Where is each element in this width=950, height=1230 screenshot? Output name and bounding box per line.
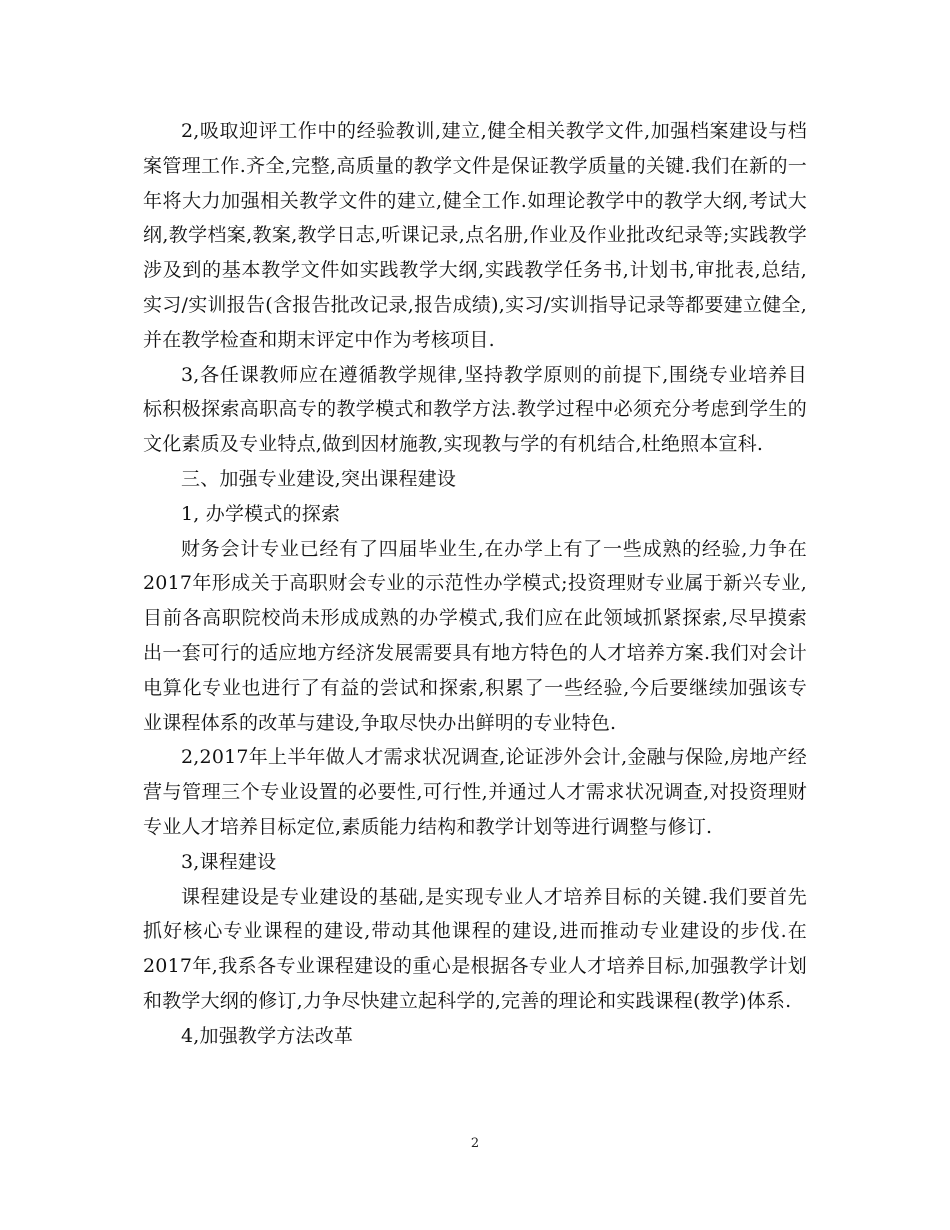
subheading-school-model: 1, 办学模式的探索 [181, 502, 341, 525]
section-heading-specialty-construction: 三、加强专业建设,突出课程建设 [181, 467, 457, 490]
paragraph-course-construction: 课程建设是专业建设的基础,是实现专业人才培养目标的关键.我们要首先抓好核心专业课程的建设,带动其他课程的建设,进而推动专业建设的步伐.在2017年,我系各专业课程建设的重心是根据各专业人才培养目标,加强教学计划和教学大纲的修订,力争尽快建立起科学的,完善的理论和实践课程(教学)体系. [143, 885, 807, 1012]
paragraph-teaching-methods: 3,各任课教师应在遵循教学规律,坚持教学原则的前提下,围绕专业培养目标积极探索高职高专的教学模式和教学方法.教学过程中必须充分考虑到学生的文化素质及专业特点,做到因材施教,实现教与学的有机结合,杜绝照本宣科. [143, 363, 807, 456]
paragraph-talent-survey: 2,2017年上半年做人才需求状况调查,论证涉外会计,金融与保险,房地产经营与管理三个专业设置的必要性,可行性,并通过人才需求状况调查,对投资理财专业人才培养目标定位,素质能力结构和教学计划等进行调整与修订. [143, 746, 807, 838]
paragraph-school-model: 财务会计专业已经有了四届毕业生,在办学上有了一些成熟的经验,力争在2017年形成关于高职财会专业的示范性办学模式;投资理财专业属于新兴专业,目前各高职院校尚未形成成熟的办学模式,我们应在此领域抓紧探索,尽早摸索出一套可行的适应地方经济发展需要具有地方特色的人才培养方案.我们对会计电算化专业也进行了有益的尝试和探索,积累了一些经验,今后要继续加强该专业课程体系的改革与建设,争取尽快办出鲜明的专业特色. [143, 537, 807, 734]
subheading-course-construction: 3,课程建设 [181, 850, 277, 873]
document-body [143, 114, 807, 1054]
paragraph-teaching-documents: 2,吸取迎评工作中的经验教训,建立,健全相关教学文件,加强档案建设与档案管理工作.齐全,完整,高质量的教学文件是保证教学质量的关键.我们在新的一年将大力加强相关教学文件的建立,健全工作.如理论教学中的教学大纲,考试大纲,教学档案,教案,教学日志,听课记录,点名册,作业及作业批改纪录等;实践教学涉及到的基本教学文件如实践教学大纲,实践教学任务书,计划书,审批表,总结,实习/实训报告(含报告批改记录,报告成绩),实习/实训指导记录等都要建立健全,并在教学检查和期末评定中作为考核项目. [143, 120, 807, 351]
subheading-teaching-reform: 4,加强教学方法改革 [181, 1024, 354, 1047]
page-number: 2 [470, 1136, 480, 1151]
